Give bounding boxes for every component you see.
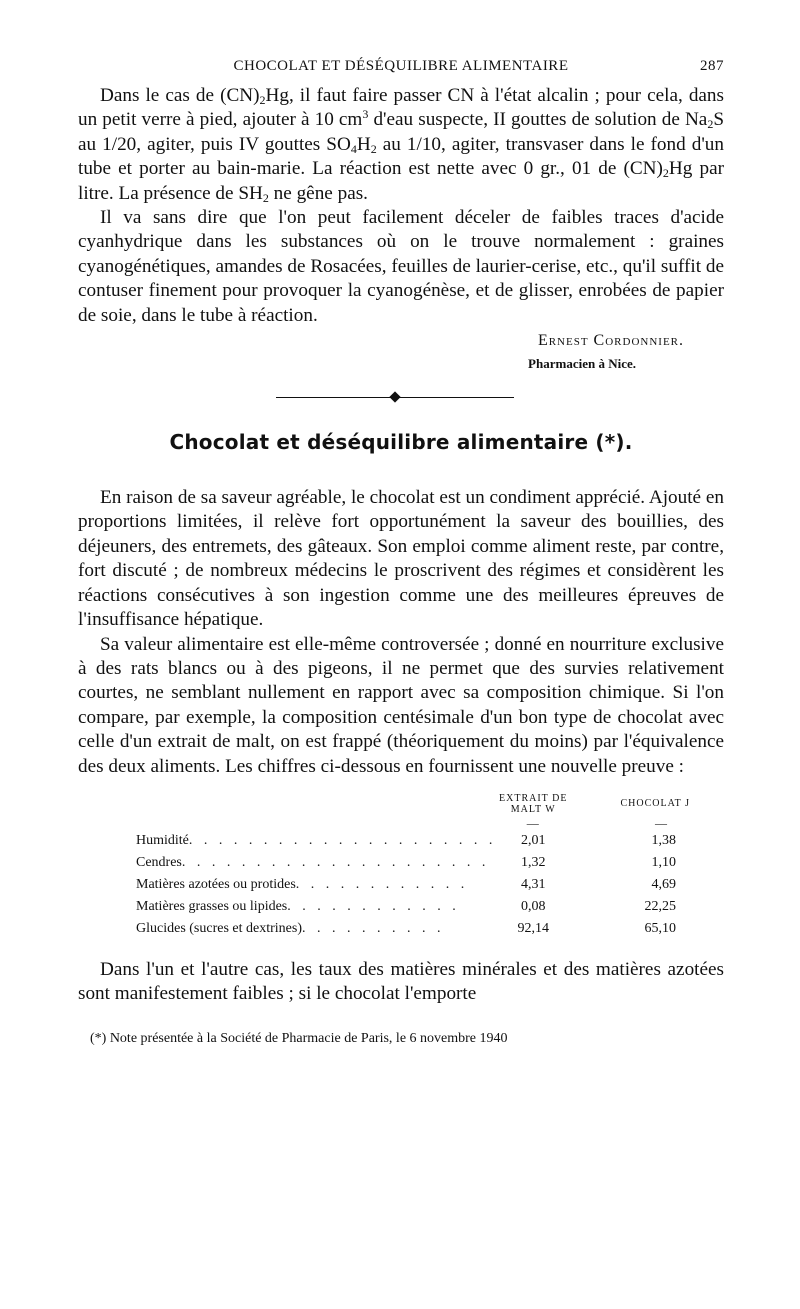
col-header-malt: EXTRAIT DE MALT W	[499, 792, 568, 815]
dash-malt: —	[526, 815, 540, 830]
table-row: Humidité. . . . . . . . . . . . . . . . . . . . . 2,01 1,38	[136, 832, 676, 848]
author-role: Pharmacien à Nice.	[528, 356, 636, 372]
page	[78, 58, 724, 1047]
table-row: Matières azotées ou protides. . . . . . . . . . . . 4,31 4,69	[136, 876, 676, 892]
article-paragraph-1: En raison de sa saveur agréable, le chocolat est un condiment apprécié. Ajouté en proportions limitées, il relève fort opportunément la saveur des bouillies, des déjeuners, des entremets, des gâteaux. Son emploi comme aliment reste, par contre, fort discuté ; de nombreux médecins le proscrivent des régimes et considèrent les réactions consécutives à son ingestion comme une des meilleures épreuves de l'insuffisance hépatique.	[78, 487, 724, 631]
composition-table	[136, 791, 724, 940]
author-signature: Ernest Cordonnier.	[537, 332, 684, 350]
diamond-ornament-icon	[389, 391, 400, 402]
table-row: Cendres. . . . . . . . . . . . . . . . . . . . . 1,32 1,10	[136, 854, 676, 870]
page-number: 287	[700, 58, 724, 74]
article-title: Chocolat et déséquilibre alimentaire (*).	[169, 430, 633, 455]
article-paragraph-3: Dans l'un et l'autre cas, les taux des matières minérales et des matières azotées sont manifestement faibles ; si le chocolat l'emporte	[78, 958, 724, 1005]
running-head	[78, 58, 724, 84]
footnote: (*) Note présentée à la Société de Pharmacie de Paris, le 6 novembre 1940	[90, 1030, 508, 1046]
running-head-title: CHOCOLAT ET DÉSÉQUILIBRE ALIMENTAIRE	[233, 58, 569, 74]
section-divider	[78, 388, 724, 408]
prev-article-paragraph-1: Dans le cas de $(CN)_2Hg$, il faut faire passer CN à l'état alcalin ; pour cela, dans un petit verre à pied, ajouter à 10 $cm^3$ d'eau suspecte, II gouttes de solution de $Na_2S$ au 1/20, agiter, puis IV gouttes $SO_4H_2$ au 1/10, agiter, transvaser dans le fond d'un tube et porter au bain-marie. La réaction est nette avec 0 gr., 01 de $(CN)_2Hg$ par litre. La présence de $SH_2$ ne gêne pas.	[78, 85, 724, 205]
table-row: Glucides (sucres et dextrines). . . . . . . . . . 92,14 65,10	[136, 920, 676, 936]
article-paragraph-2: Sa valeur alimentaire est elle-même controversée ; donné en nourriture exclusive à des rats blancs ou à des pigeons, il ne permet que des survies relativement courtes, ne semblant nullement en rapport avec sa composition chimique. Si l'on compare, par exemple, la composition centésimale d'un bon type de chocolat avec celle d'un extrait de malt, on est frappé (théoriquement du moins) par l'équivalence des deux aliments. Les chiffres ci-dessous en fournissent une nouvelle preuve :	[78, 633, 724, 777]
prev-article-paragraph-2: Il va sans dire que l'on peut facilement déceler de faibles traces d'acide cyanhydrique dans les substances où on le trouve normalement : graines cyanogénétiques, amandes de Rosacées, feuilles de laurier-cerise, etc., qu'il suffit de contuser finement pour provoquer la cyanogénèse, et de glisser, enrobées de papier de soie, dans le tube à réaction.	[78, 207, 724, 326]
dash-chocolat: —	[655, 815, 668, 830]
col-header-chocolat: CHOCOLAT J	[620, 798, 690, 810]
table-row: Matières grasses ou lipides. . . . . . . . . . . . 0,08 22,25	[136, 898, 676, 914]
